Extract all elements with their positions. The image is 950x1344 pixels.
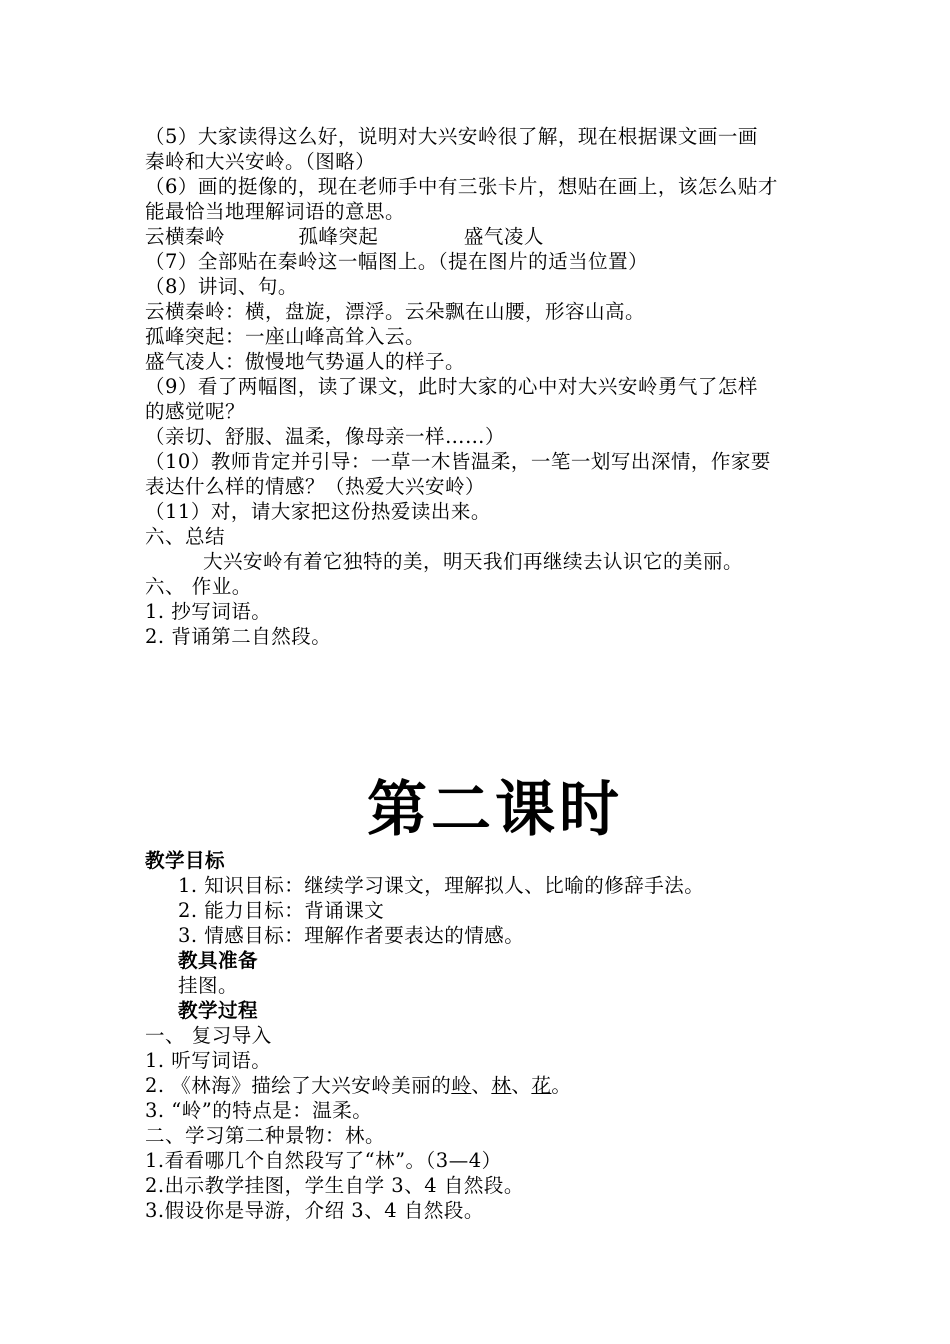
lesson-title: 第二课时 — [367, 775, 623, 845]
underlined-word-lin: 林 — [491, 1074, 512, 1097]
step-6-line-2: 能最恰当地理解词语的意思。 — [145, 200, 406, 223]
underlined-word-hua: 花 — [531, 1074, 552, 1097]
goal-1: 1. 知识目标：继续学习课文，理解拟人、比喻的修辞手法。 — [178, 874, 705, 897]
step-9-line-3: （亲切、舒服、温柔，像母亲一样……） — [145, 425, 506, 448]
process-heading: 教学过程 — [178, 999, 259, 1022]
step-7: （7）全部贴在秦岭这一幅图上。（提在图片的适当位置） — [145, 250, 649, 273]
section-1-heading: 一、 复习导入 — [145, 1024, 272, 1047]
step-10-line-2: 表达什么样的情感？（热爱大兴安岭） — [145, 475, 486, 498]
step-9-line-1: （9）看了两幅图，读了课文，此时大家的心中对大兴安岭勇气了怎样 — [145, 375, 758, 398]
word-explanation-3: 盛气凌人：傲慢地气势逼人的样子。 — [145, 350, 466, 373]
homework-item-1: 1. 抄写词语。 — [145, 600, 272, 623]
prep-heading: 教具准备 — [178, 949, 259, 972]
summary-text: 大兴安岭有着它独特的美，明天我们再继续去认识它的美丽。 — [203, 550, 744, 573]
summary-heading: 六、总结 — [145, 525, 226, 548]
section-1-item-2: 2. 《林海》描绘了大兴安岭美丽的岭、林、花。 — [145, 1074, 572, 1097]
section-2-item-2: 2.出示教学挂图，学生自学 3、4 自然段。 — [145, 1174, 524, 1197]
section-1-item-3: 3. “岭”的特点是：温柔。 — [145, 1099, 373, 1122]
step-9-line-2: 的感觉呢？ — [145, 400, 246, 423]
word-explanation-1: 云横秦岭：横，盘旋，漂浮。云朵飘在山腰，形容山高。 — [145, 300, 646, 323]
step-5-line-2: 秦岭和大兴安岭。（图略） — [145, 150, 376, 173]
card-words-row — [145, 224, 544, 250]
goal-3: 3. 情感目标：理解作者要表达的情感。 — [178, 924, 525, 947]
step-8: （8）讲词、句。 — [145, 275, 298, 298]
goal-2: 2. 能力目标：背诵课文 — [178, 899, 385, 922]
word-explanation-2: 孤峰突起：一座山峰高耸入云。 — [145, 325, 426, 348]
section-2-item-3: 3.假设你是导游，介绍 3、4 自然段。 — [145, 1199, 484, 1222]
card-word-2: 孤峰突起 — [298, 225, 379, 248]
step-6-line-1: （6）画的挺像的，现在老师手中有三张卡片，想贴在画上，该怎么贴才 — [145, 175, 778, 198]
homework-item-2: 2. 背诵第二自然段。 — [145, 625, 332, 648]
homework-heading: 六、 作业。 — [145, 575, 252, 598]
underlined-word-ling: 岭 — [451, 1074, 472, 1097]
step-5-line-1: （5）大家读得这么好，说明对大兴安岭很了解，现在根据课文画一画 — [145, 125, 758, 148]
step-10-line-1: （10）教师肯定并引导：一草一木皆温柔，一笔一划写出深情，作家要 — [145, 450, 771, 473]
card-word-3: 盛气凌人 — [463, 225, 544, 248]
step-11: （11）对，请大家把这份热爱读出来。 — [145, 500, 491, 523]
section-1-item-1: 1. 听写词语。 — [145, 1049, 272, 1072]
section-2-item-1: 1.看看哪几个自然段写了“林”。（3—4） — [145, 1149, 502, 1172]
goals-heading: 教学目标 — [145, 849, 226, 872]
card-word-1: 云横秦岭 — [145, 225, 226, 248]
section-2-heading: 二、学习第二种景物：林。 — [145, 1124, 386, 1147]
prep-text: 挂图。 — [178, 974, 239, 997]
